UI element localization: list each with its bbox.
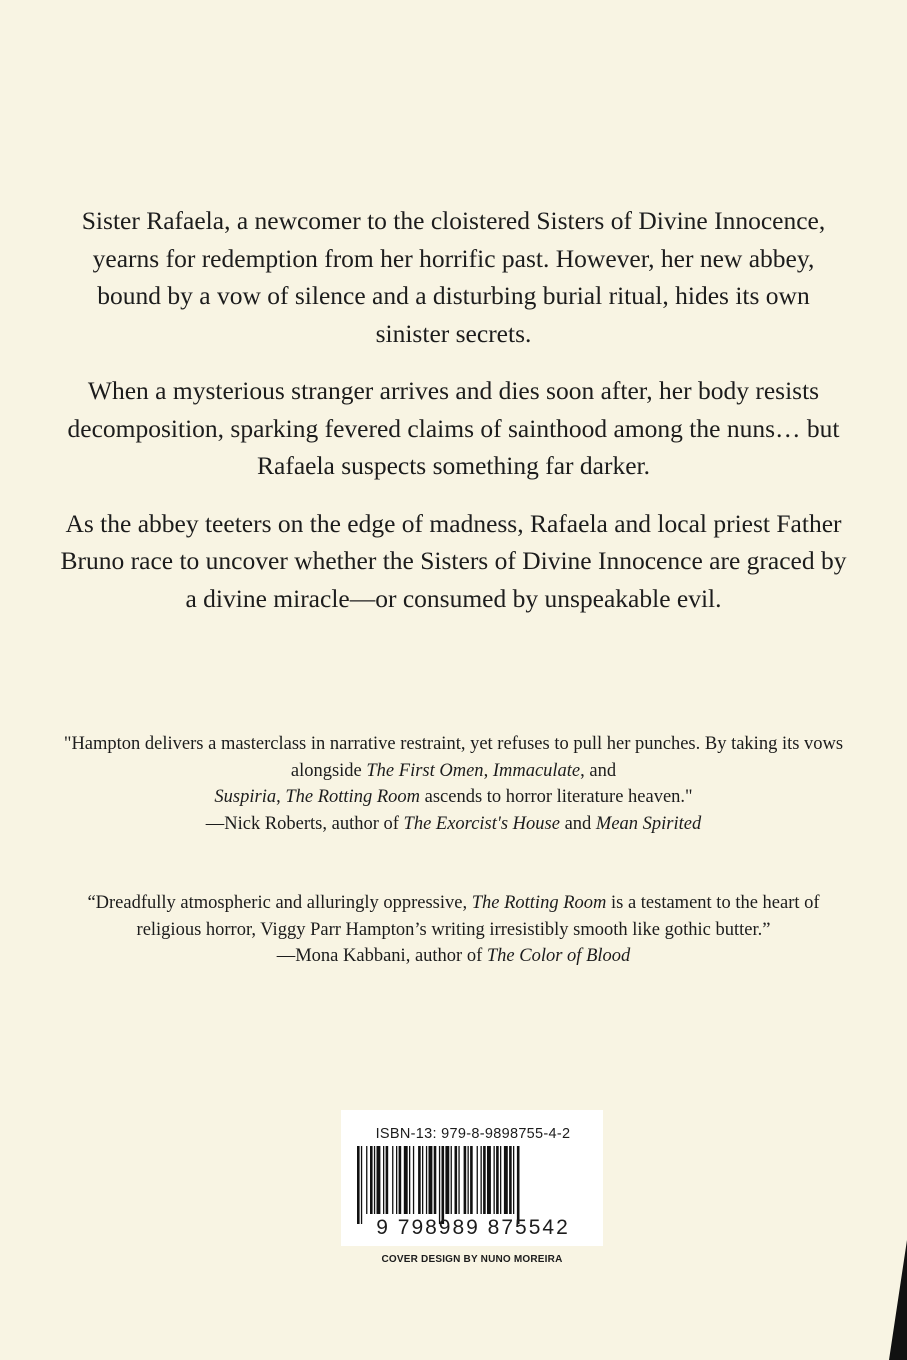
barcode-bar bbox=[409, 1146, 410, 1214]
barcode-bar bbox=[494, 1146, 495, 1214]
barcode-bar bbox=[404, 1146, 408, 1214]
barcode-bar bbox=[464, 1146, 467, 1214]
book-title: Suspiria bbox=[214, 787, 277, 807]
barcode-bar bbox=[374, 1146, 375, 1214]
barcode-bar bbox=[426, 1146, 427, 1214]
barcode-bar bbox=[392, 1146, 393, 1214]
barcode-bar bbox=[383, 1146, 384, 1214]
barcode-bar bbox=[458, 1146, 459, 1214]
book-blurb bbox=[60, 202, 847, 637]
barcode-digits: 9 798989 875542 bbox=[376, 1216, 570, 1239]
book-title: Immaculate bbox=[492, 760, 581, 781]
barcode-bar bbox=[422, 1146, 423, 1214]
barcode-bar bbox=[451, 1146, 452, 1214]
barcode-bar bbox=[361, 1146, 362, 1224]
barcode-bar bbox=[413, 1146, 414, 1214]
barcode-bar bbox=[483, 1146, 486, 1214]
book-title: The Color of Blood bbox=[486, 946, 631, 966]
cover-design-credit: COVER DESIGN BY NUNO MOREIRA bbox=[381, 1254, 563, 1265]
blurb-paragraph-3: As the abbey teeters on the edge of madness, Rafaela and local priest Father Bruno race to uncover whether the Sisters of Divine Innocence are graced by a divine miracle—or consumed by unspeakable evil. bbox=[60, 508, 847, 613]
barcode-bar bbox=[504, 1146, 508, 1214]
quote-2-attribution: —Mona Kabbani, author of The Color of Blood bbox=[276, 946, 631, 966]
barcode-bar bbox=[477, 1146, 478, 1214]
isbn-barcode bbox=[341, 1110, 603, 1246]
barcode-bar bbox=[468, 1146, 469, 1214]
barcode-bar bbox=[445, 1146, 449, 1214]
barcode-bar bbox=[496, 1146, 499, 1214]
book-title: The Exorcist's House bbox=[403, 813, 560, 834]
barcode-bar bbox=[418, 1146, 421, 1214]
barcode-bar bbox=[429, 1146, 433, 1214]
review-quote-1 bbox=[60, 731, 847, 837]
book-title: The First Omen bbox=[366, 760, 484, 781]
quote-2-text: “Dreadfully atmospheric and alluringly oppressive, The Rotting Room is a testament to the heart of religious horror, Viggy Parr Hampton’s writing irresistibly smooth like gothic butter.” bbox=[87, 893, 820, 940]
book-title: The Rotting Room bbox=[285, 787, 420, 807]
quote-1-attribution: —Nick Roberts, author of The Exorcist's House and Mean Spirited bbox=[205, 813, 702, 834]
barcode-bar bbox=[377, 1146, 381, 1214]
blurb-paragraph-1: Sister Rafaela, a newcomer to the cloistered Sisters of Divine Innocence, yearns for redemption from her horrific past. However, her new abbey, bound by a vow of silence and a disturbing burial ritual, hides its own sinister secrets. bbox=[81, 206, 826, 348]
isbn-label: ISBN-13: 979-8-9898755-4-2 bbox=[375, 1126, 571, 1142]
barcode-bar bbox=[366, 1146, 367, 1214]
barcode-bar bbox=[399, 1146, 402, 1214]
barcode-bar bbox=[357, 1146, 360, 1224]
barcode-bar bbox=[442, 1146, 445, 1224]
barcode-bar bbox=[487, 1146, 491, 1214]
barcode-bar bbox=[470, 1146, 473, 1214]
blurb-paragraph-2: When a mysterious stranger arrives and dies soon after, her body resists decomposition, sparking fevered claims of sainthood among the nuns… but Rafaela suspects something far darker. bbox=[67, 376, 840, 480]
barcode-bar bbox=[396, 1146, 397, 1214]
barcode-bar bbox=[439, 1146, 440, 1224]
book-title: Mean Spirited bbox=[595, 813, 702, 834]
barcode-bar bbox=[455, 1146, 458, 1214]
barcode-bar bbox=[434, 1146, 437, 1214]
corner-shadow bbox=[867, 1240, 907, 1360]
book-title: The Rotting Room bbox=[471, 893, 607, 913]
barcode-bar bbox=[513, 1146, 514, 1214]
barcode-bar bbox=[370, 1146, 373, 1214]
barcode-bar bbox=[481, 1146, 482, 1214]
quote-1-text: "Hampton delivers a masterclass in narrative restraint, yet refuses to pull her punches. By taking its vows alongside The First Omen, Immaculate, and Suspiria, The Rotting Room ascends to horror literature heaven." bbox=[63, 734, 844, 807]
barcode-bar bbox=[509, 1146, 512, 1214]
barcode-bar bbox=[517, 1146, 520, 1224]
barcode-bar bbox=[500, 1146, 501, 1214]
barcode-bar bbox=[386, 1146, 389, 1214]
review-quote-2 bbox=[60, 890, 847, 970]
